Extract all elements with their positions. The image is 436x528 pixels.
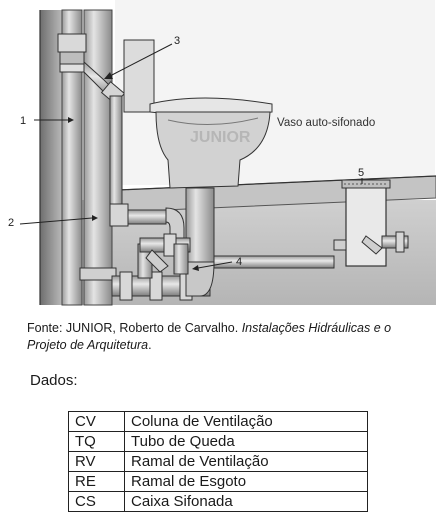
dados-heading: Dados:	[30, 372, 78, 389]
vent-riser	[110, 96, 122, 204]
table-row	[69, 492, 368, 512]
legend-abbr: TQ	[69, 432, 125, 452]
toilet-stamp: JUNIOR	[190, 129, 251, 146]
legend-table	[68, 411, 368, 512]
callout-5: 5	[358, 167, 365, 179]
table-row	[69, 472, 368, 492]
figure-source	[27, 320, 427, 354]
legend-desc: Ramal de Esgoto	[125, 472, 368, 492]
callout-4: 4	[236, 256, 243, 268]
legend-desc: Caixa Sifonada	[125, 492, 368, 512]
source-title: Instalações Hidráulicas e o Projeto de Arquitetura	[27, 321, 392, 352]
legend-abbr: RV	[69, 452, 125, 472]
table-row	[69, 432, 368, 452]
callout-1: 1	[20, 115, 27, 127]
wall-background	[115, 0, 435, 185]
legend-desc: Coluna de Ventilação	[125, 412, 368, 432]
wall-section	[40, 10, 62, 305]
toilet-tank	[124, 40, 154, 112]
table-row	[69, 412, 368, 432]
legend-abbr: CS	[69, 492, 125, 512]
legend-desc: Tubo de Queda	[125, 432, 368, 452]
legend-desc: Ramal de Ventilação	[125, 452, 368, 472]
source-suffix: .	[148, 338, 152, 352]
soil-stack	[84, 10, 112, 305]
legend-abbr: CV	[69, 412, 125, 432]
toilet-label: Vaso auto-sifonado	[277, 117, 376, 129]
table-row	[69, 452, 368, 472]
source-prefix: Fonte: JUNIOR, Roberto de Carvalho.	[27, 321, 242, 335]
callout-3: 3	[174, 35, 181, 47]
legend-abbr: RE	[69, 472, 125, 492]
callout-2: 2	[8, 217, 15, 229]
